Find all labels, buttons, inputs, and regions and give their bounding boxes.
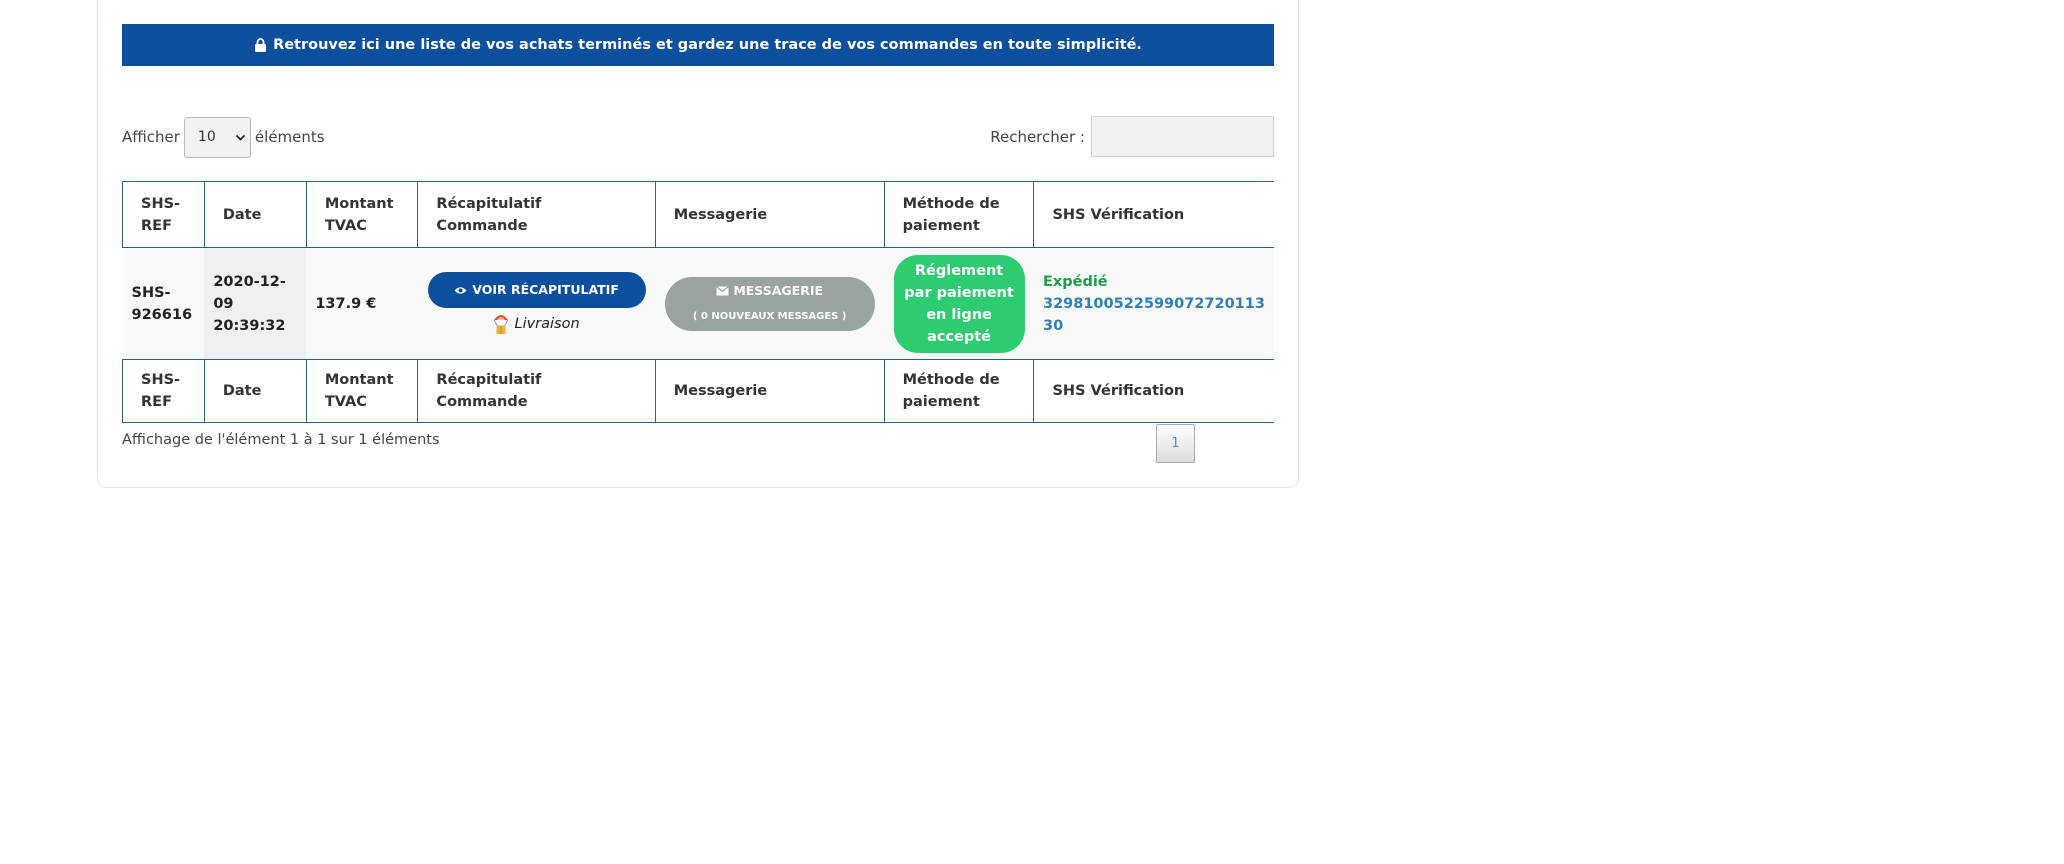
page-length-control [122,116,325,158]
column-header-verification[interactable]: SHS Vérification [1034,182,1274,248]
orders-table [122,181,1274,423]
delivery-label: Livraison [514,316,580,332]
footer-header-ref: SHS-REF [123,360,205,423]
chevron-down-icon [235,132,246,143]
payment-status-badge: Réglement par paiement en ligne accepté [894,255,1025,353]
order-ref: SHS-926616 [123,248,205,360]
search-input[interactable] [1091,116,1274,157]
column-header-recap[interactable]: Récapitulatif Commande [418,182,655,248]
order-recap-cell [418,248,655,360]
column-header-payment[interactable]: Méthode de paiement [884,182,1034,248]
column-header-amount[interactable]: Montant TVAC [306,182,418,248]
banner-text: Retrouvez ici une liste de vos achats terminés et gardez une trace de vos commandes en toute simplicité. [273,37,1142,53]
tracking-number-link[interactable]: 3298100522599072720113​30 [1042,295,1265,334]
footer-header-verification: SHS Vérification [1034,360,1274,423]
length-suffix-label: éléments [254,128,325,146]
info-banner [122,24,1274,66]
column-header-messaging[interactable]: Messagerie [655,182,884,248]
order-verification-cell [1034,248,1274,360]
footer-header-messaging: Messagerie [655,360,884,423]
view-recap-label: VOIR RÉCAPITULATIF [472,282,619,297]
delivery-mode [427,313,646,335]
search-control [990,116,1274,157]
column-header-date[interactable]: Date [204,182,306,248]
messaging-button[interactable] [665,277,875,331]
lock-icon [254,38,267,52]
table-header-row [123,182,1275,248]
table-footer-row [123,360,1275,423]
order-amount: 137.9 € [306,248,418,360]
parachute-package-icon [493,313,509,335]
page-length-select[interactable] [184,117,251,158]
table-row [123,248,1275,360]
length-prefix-label: Afficher [122,128,180,146]
pagination-page-button[interactable]: 1 [1156,424,1195,463]
footer-header-date: Date [204,360,306,423]
shipping-status: Expédié [1042,273,1108,290]
messaging-label: MESSAGERIE [733,282,824,298]
view-recap-button[interactable] [428,272,646,308]
footer-header-recap: Récapitulatif Commande [418,360,655,423]
order-messaging-cell [655,248,884,360]
new-messages-count: ( 0 NOUVEAUX MESSAGES ) [692,310,847,322]
order-date: 2020-12-09 20:39:32 [204,248,306,360]
envelope-icon [716,286,729,296]
eye-icon [454,286,467,295]
search-label: Rechercher : [990,127,1085,146]
footer-header-amount: Montant TVAC [306,360,418,423]
footer-header-payment: Méthode de paiement [884,360,1034,423]
page-length-value: 10 [197,129,216,145]
order-payment-cell [884,248,1034,360]
table-info: Affichage de l'élément 1 à 1 sur 1 éléments [122,432,440,448]
column-header-ref[interactable]: SHS-REF [123,182,205,248]
